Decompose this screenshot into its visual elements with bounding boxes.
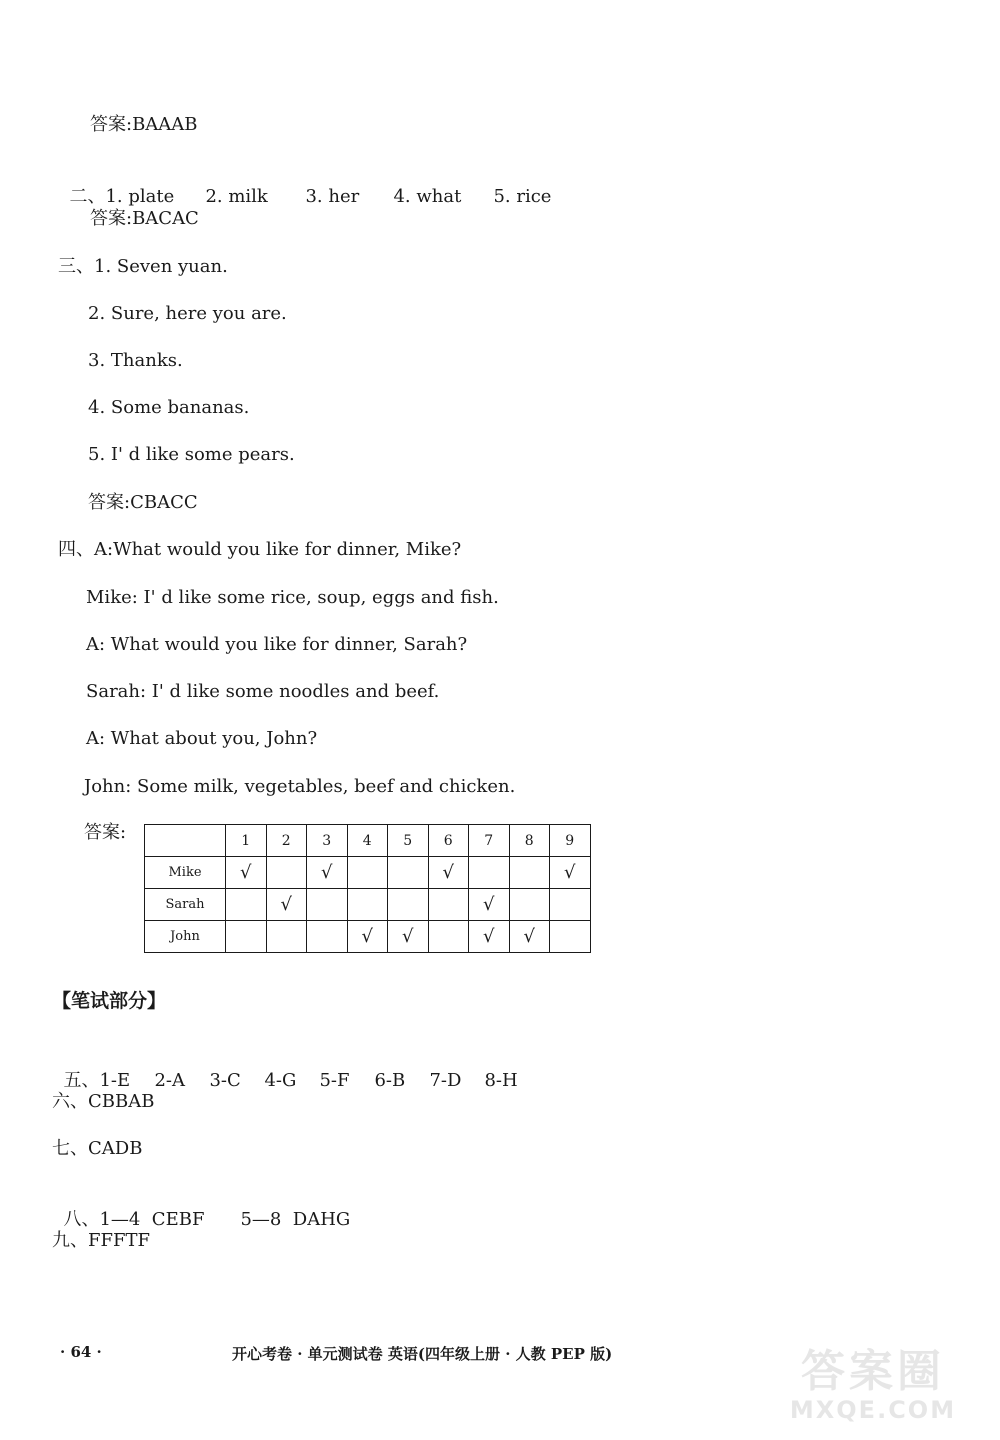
match-item: 5-F [319, 1070, 350, 1091]
word-item: 1. plate [105, 186, 175, 207]
column-header: 2 [266, 825, 307, 857]
answer-line-2: 答案:BACAC [90, 208, 199, 229]
check-cell [307, 921, 348, 953]
check-cell: √ [266, 889, 307, 921]
answer-table [144, 824, 591, 953]
row-name: John [145, 921, 226, 953]
section-nine-line: 九、FFFTF [52, 1230, 150, 1251]
row-name: Sarah [145, 889, 226, 921]
table-corner-cell [145, 825, 226, 857]
section-four-line-2: Mike: I' d like some rice, soup, eggs and fish. [86, 587, 499, 608]
check-cell [428, 889, 469, 921]
check-cell [347, 889, 388, 921]
section-five-prefix: 五、 [63, 1070, 100, 1091]
section-eight-line [52, 1184, 350, 1232]
answer-line-1: 答案:BAAAB [90, 114, 198, 135]
table-row [145, 921, 591, 953]
check-cell [307, 889, 348, 921]
check-cell [509, 889, 550, 921]
page-number: · 64 · [60, 1343, 102, 1361]
section-four-line-4: Sarah: I' d like some noodles and beef. [86, 681, 440, 702]
row-name: Mike [145, 857, 226, 889]
check-cell: √ [469, 921, 510, 953]
answer-line-3: 答案:CBACC [88, 492, 198, 513]
section-six-line: 六、CBBAB [52, 1091, 155, 1112]
section-three-line-4: 4. Some bananas. [88, 397, 250, 418]
check-cell [428, 921, 469, 953]
check-cell [509, 857, 550, 889]
footer-title: 开心考卷 · 单元测试卷 英语(四年级上册 · 人教 PEP 版) [232, 1345, 613, 1363]
section-two-line [58, 161, 551, 209]
check-cell [266, 921, 307, 953]
column-header: 8 [509, 825, 550, 857]
column-header: 3 [307, 825, 348, 857]
section-four-line-3: A: What would you like for dinner, Sarah? [86, 634, 468, 655]
match-item: 7-D [429, 1070, 462, 1091]
section-two-prefix: 二、 [69, 186, 106, 207]
column-header: 4 [347, 825, 388, 857]
word-item: 5. rice [493, 186, 552, 207]
column-header: 7 [469, 825, 510, 857]
check-cell: √ [307, 857, 348, 889]
check-cell [388, 857, 429, 889]
match-item: 1-E [99, 1070, 131, 1091]
section-three-line-3: 3. Thanks. [88, 350, 183, 371]
check-cell [388, 889, 429, 921]
match-item: 8-H [484, 1070, 518, 1091]
check-cell: √ [388, 921, 429, 953]
match-item: 4-G [264, 1070, 297, 1091]
watermark-top: 答案圈 [801, 1346, 945, 1397]
check-cell [347, 857, 388, 889]
check-cell: √ [428, 857, 469, 889]
check-cell: √ [469, 889, 510, 921]
check-cell: √ [226, 857, 267, 889]
section-three-line-1: 三、1. Seven yuan. [58, 256, 228, 277]
check-cell [226, 889, 267, 921]
column-header: 6 [428, 825, 469, 857]
table-row [145, 889, 591, 921]
column-header: 5 [388, 825, 429, 857]
check-cell: √ [550, 857, 591, 889]
section-three-line-2: 2. Sure, here you are. [88, 303, 287, 324]
match-item: 2-A [154, 1070, 185, 1091]
word-item: 2. milk [205, 186, 268, 207]
check-cell: √ [509, 921, 550, 953]
table-header-row [145, 825, 591, 857]
section-three-line-5: 5. I' d like some pears. [88, 444, 295, 465]
section-eight-part-a: 八、1—4 CEBF [63, 1209, 205, 1230]
check-cell [226, 921, 267, 953]
watermark-bottom: MXQE.COM [789, 1396, 957, 1424]
section-eight-part-b: 5—8 DAHG [240, 1209, 351, 1230]
word-item: 4. what [393, 186, 462, 207]
check-cell [469, 857, 510, 889]
answer-label: 答案: [84, 822, 127, 843]
check-cell [266, 857, 307, 889]
section-four-line-1: 四、A:What would you like for dinner, Mike? [58, 539, 462, 560]
section-five-line [52, 1045, 518, 1093]
match-item: 3-C [209, 1070, 241, 1091]
check-cell: √ [347, 921, 388, 953]
section-four-line-6: John: Some milk, vegetables, beef and chicken. [84, 776, 516, 797]
table-row [145, 857, 591, 889]
word-item: 3. her [305, 186, 360, 207]
section-seven-line: 七、CADB [52, 1138, 143, 1159]
watermark-logo [758, 1348, 988, 1428]
check-cell [550, 921, 591, 953]
section-four-line-5: A: What about you, John? [86, 728, 318, 749]
written-section-heading: 【笔试部分】 [52, 990, 167, 1012]
match-item: 6-B [374, 1070, 406, 1091]
check-cell [550, 889, 591, 921]
column-header: 9 [550, 825, 591, 857]
column-header: 1 [226, 825, 267, 857]
